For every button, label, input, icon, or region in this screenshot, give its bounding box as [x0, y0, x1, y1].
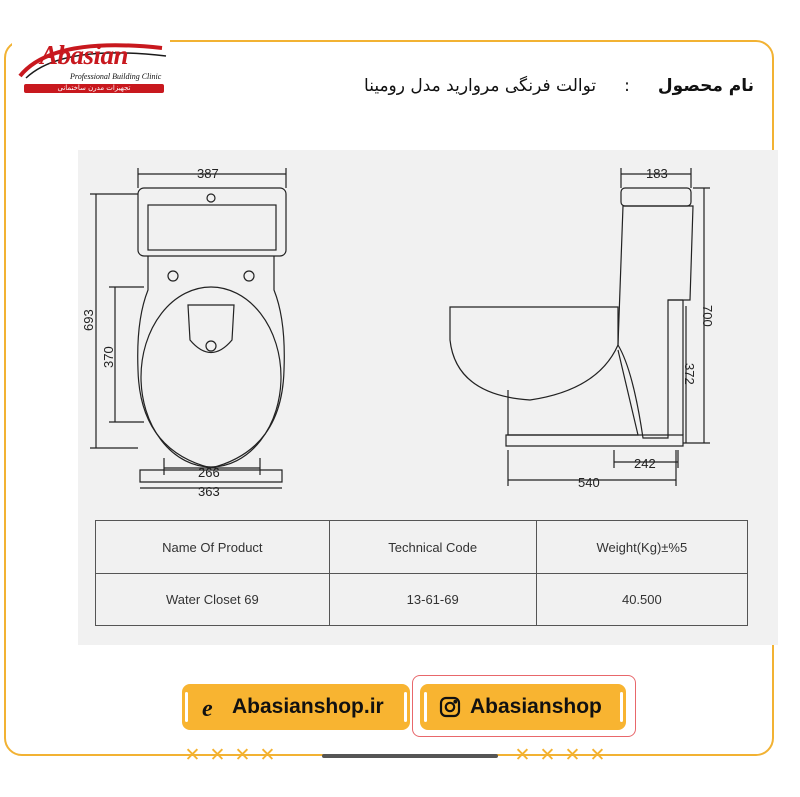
internet-explorer-icon	[200, 695, 224, 719]
dim-base-width: 363	[198, 484, 220, 499]
website-link[interactable]	[182, 684, 410, 730]
decor-crosses-left	[184, 744, 276, 766]
product-name: توالت فرنگی مروارید مدل رومینا	[364, 76, 597, 96]
dim-rear-offset: 242	[634, 456, 656, 471]
table-row	[96, 574, 748, 626]
table-cell: 13-61-69	[329, 574, 536, 626]
cross-icon: ✕	[589, 744, 606, 766]
instagram-link[interactable]	[420, 684, 626, 730]
divider	[404, 692, 407, 722]
cross-icon: ✕	[564, 744, 581, 766]
header-cell: Technical Code	[329, 521, 536, 574]
table-header-row	[96, 521, 748, 574]
dim-top-width: 387	[197, 166, 219, 181]
cross-icon: ✕	[539, 744, 556, 766]
title-separator: :	[624, 76, 630, 96]
logo-brand: Abasian	[40, 40, 129, 70]
svg-text:e: e	[202, 696, 213, 719]
decor-line	[322, 754, 498, 758]
dim-tank-depth: 183	[646, 166, 668, 181]
divider	[185, 692, 188, 722]
instagram-text: Abasianshop	[470, 695, 602, 718]
dim-side-length: 540	[578, 475, 600, 490]
cross-icon: ✕	[209, 744, 226, 766]
logo-tagline: تجهیزات مدرن ساختمانی	[24, 84, 164, 93]
front-view	[90, 168, 286, 488]
cross-icon: ✕	[259, 744, 276, 766]
cross-icon: ✕	[514, 744, 531, 766]
logo-subtitle: Professional Building Clinic	[70, 72, 162, 81]
spec-table	[95, 520, 748, 626]
divider	[424, 692, 427, 722]
instagram-icon	[438, 695, 462, 719]
dim-side-total-height: 700	[700, 305, 715, 327]
divider	[620, 692, 623, 722]
table-cell: 40.500	[536, 574, 747, 626]
product-title	[364, 76, 754, 96]
product-label: نام محصول	[657, 76, 754, 96]
website-text: Abasianshop.ir	[232, 695, 384, 718]
decor-crosses-right	[514, 744, 606, 766]
abasian-logo[interactable]	[12, 34, 170, 100]
side-view	[450, 168, 710, 486]
dim-inner-width: 266	[198, 465, 220, 480]
dim-total-height: 693	[81, 309, 96, 331]
header-cell: Weight(Kg)±%5	[536, 521, 747, 574]
cross-icon: ✕	[184, 744, 201, 766]
header-cell: Name Of Product	[96, 521, 330, 574]
cross-icon: ✕	[234, 744, 251, 766]
table-cell: Water Closet 69	[96, 574, 330, 626]
dim-seat-height: 372	[682, 363, 697, 385]
side-dimension-labels	[578, 166, 715, 490]
dim-bowl-height: 370	[101, 346, 116, 368]
